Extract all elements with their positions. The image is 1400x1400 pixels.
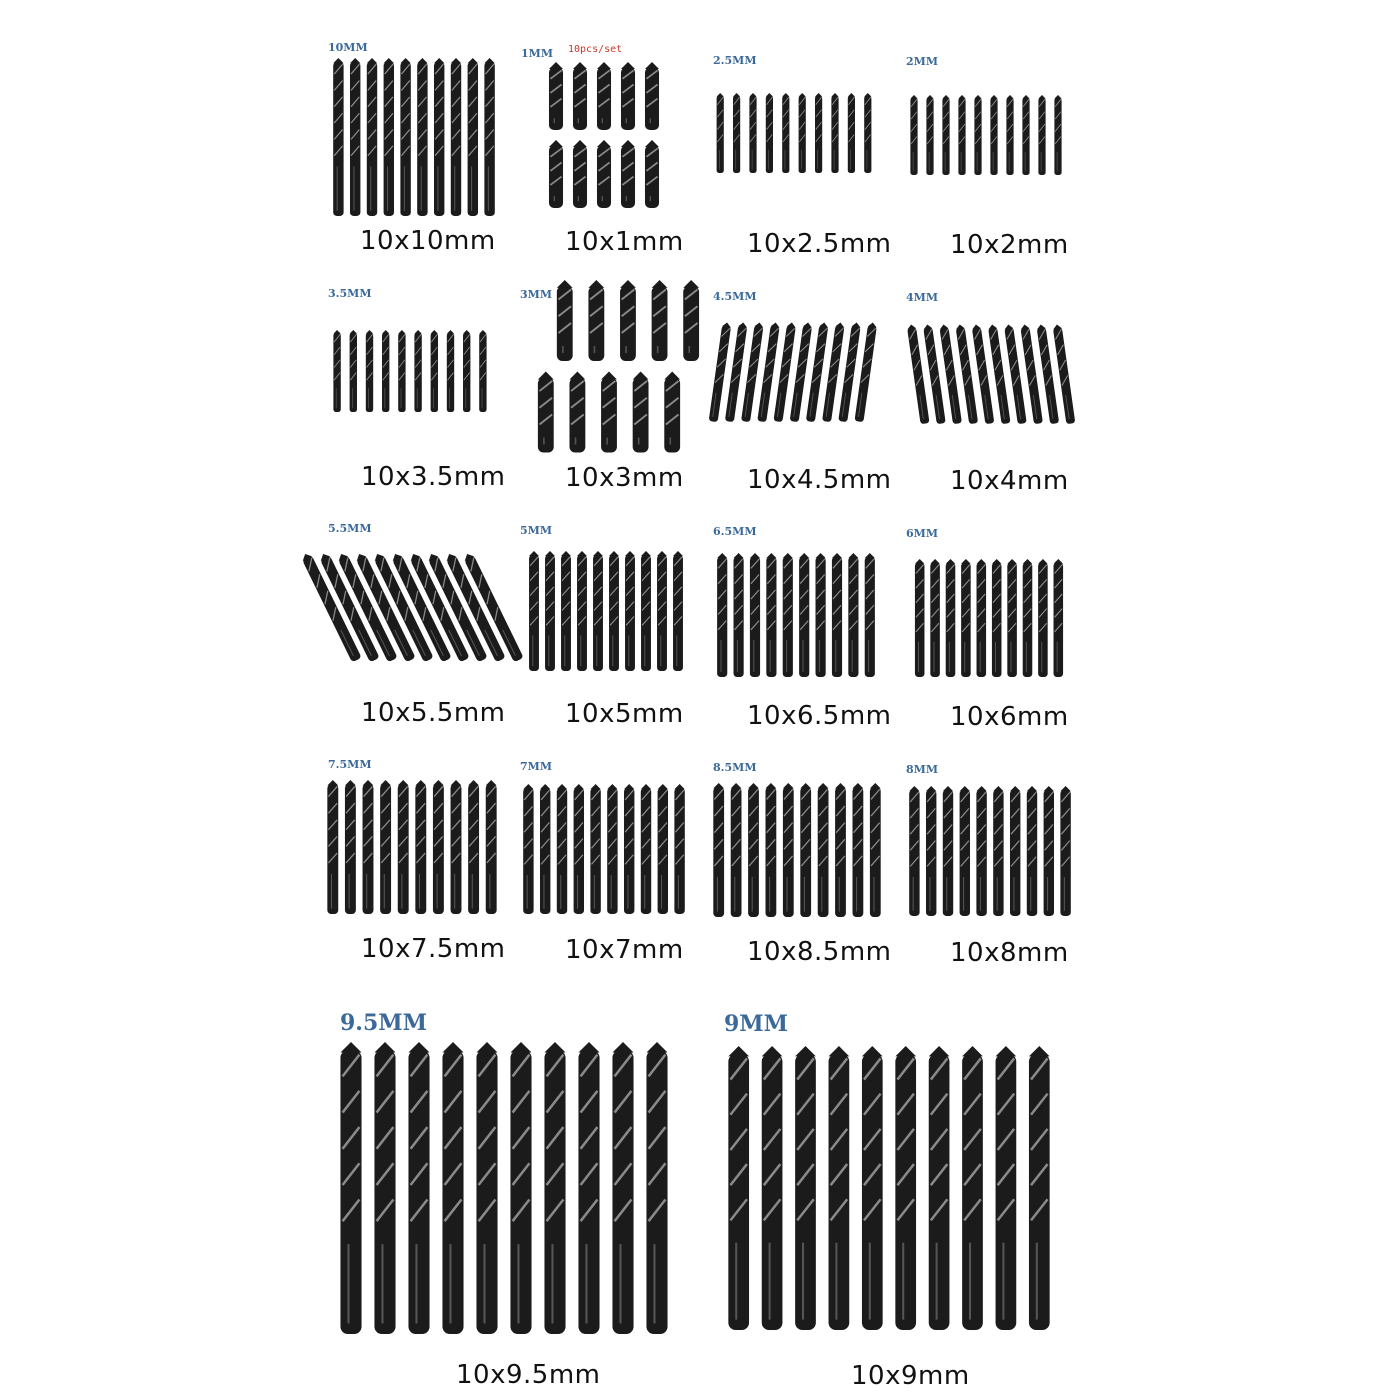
- drill-bit: [974, 95, 981, 175]
- drill-bit: [468, 780, 479, 914]
- drill-bit: [380, 780, 391, 914]
- size-tag: 8MM: [906, 763, 939, 776]
- drill-bit: [540, 784, 550, 914]
- drill-bit: [486, 780, 497, 914]
- drill-bit: [607, 784, 617, 914]
- drill-bit: [929, 1046, 950, 1330]
- drill-bit: [645, 140, 659, 208]
- drill-bit: [960, 786, 970, 916]
- drill-bit: [832, 553, 842, 677]
- drill-bit: [549, 140, 563, 208]
- drill-bit: [865, 553, 875, 677]
- drill-bit: [799, 553, 809, 677]
- drill-bit: [990, 95, 997, 175]
- size-tag: 3.5MM: [328, 287, 372, 300]
- panel-caption: 10x6.5mm: [747, 701, 892, 731]
- drill-bit: [930, 559, 940, 677]
- set-quantity-note: 10pcs/set: [568, 44, 623, 55]
- drill-bit: [870, 783, 881, 917]
- drill-bit: [523, 784, 533, 914]
- drill-bit: [479, 330, 486, 412]
- drill-bit: [414, 330, 421, 412]
- panel-caption: 10x10mm: [360, 226, 496, 256]
- drill-bit: [327, 780, 338, 914]
- drill-bit: [620, 280, 636, 361]
- drill-bits-image: [910, 324, 1072, 424]
- drill-bit: [816, 553, 826, 677]
- panel-caption: 10x8.5mm: [747, 937, 892, 967]
- drill-bits-image: [712, 322, 874, 422]
- drill-bit: [1007, 559, 1017, 677]
- drill-bit: [1022, 95, 1029, 175]
- drill-bit: [415, 780, 426, 914]
- drill-bit: [976, 786, 986, 916]
- size-tag: 6.5MM: [713, 525, 757, 538]
- drill-bit: [408, 1042, 429, 1334]
- drill-bits-image: [324, 780, 500, 914]
- size-tag: 9MM: [724, 1011, 789, 1037]
- drill-bit: [962, 1046, 983, 1330]
- drill-bit: [510, 1042, 531, 1334]
- drill-bit: [835, 783, 846, 917]
- drill-bit: [463, 330, 470, 412]
- drill-bit: [621, 62, 635, 130]
- drill-bit: [943, 786, 953, 916]
- drill-bits-image: [520, 784, 688, 914]
- drill-bit: [818, 783, 829, 917]
- size-tag: 1MM: [521, 47, 554, 60]
- drill-bit: [1038, 95, 1045, 175]
- drill-bit: [766, 783, 777, 917]
- drill-bit: [476, 1042, 497, 1334]
- drill-bit: [646, 1042, 667, 1334]
- drill-bit: [674, 784, 684, 914]
- drill-bit: [345, 780, 356, 914]
- drill-bit: [992, 559, 1002, 677]
- drill-bit: [621, 140, 635, 208]
- drill-bit: [909, 786, 919, 916]
- drill-bit: [783, 783, 794, 917]
- drill-bits-image: [722, 1046, 1056, 1330]
- drill-bit: [433, 780, 444, 914]
- drill-bit: [915, 559, 925, 677]
- size-tag: 7.5MM: [328, 758, 372, 771]
- drill-bits-image: [906, 786, 1074, 916]
- drill-bit: [829, 1046, 850, 1330]
- drill-bit: [374, 1042, 395, 1334]
- drill-bit: [398, 330, 405, 412]
- drill-bit: [657, 551, 667, 671]
- drill-bits-image: [906, 95, 1066, 175]
- drill-bit: [366, 330, 373, 412]
- drill-bit: [733, 93, 740, 173]
- drill-bit: [1054, 559, 1064, 677]
- drill-bit: [609, 551, 619, 671]
- drill-bit: [1010, 786, 1020, 916]
- drill-bit: [593, 551, 603, 671]
- drill-bit: [658, 784, 668, 914]
- drill-bits-image: [329, 330, 491, 412]
- drill-bit: [795, 1046, 816, 1330]
- drill-bit: [597, 62, 611, 130]
- drill-bit: [766, 93, 773, 173]
- drill-bits-image: [334, 1042, 674, 1334]
- drill-bit: [926, 95, 933, 175]
- drill-bit: [597, 140, 611, 208]
- drill-bit: [549, 62, 563, 130]
- panel-caption: 10x5mm: [565, 699, 684, 729]
- drill-bit: [633, 372, 649, 453]
- drill-bits-image: [330, 58, 498, 216]
- panel-caption: 10x7.5mm: [361, 934, 506, 964]
- drill-bit: [431, 330, 438, 412]
- drill-bit: [588, 280, 604, 361]
- drill-bit: [766, 553, 776, 677]
- drill-bit: [451, 58, 461, 216]
- drill-bit: [717, 553, 727, 677]
- panel-caption: 10x9.5mm: [456, 1360, 601, 1390]
- drill-bit: [1060, 786, 1070, 916]
- panel-caption: 10x5.5mm: [361, 698, 506, 728]
- drill-bit: [578, 1042, 599, 1334]
- drill-bit: [417, 58, 427, 216]
- drill-bit: [996, 1046, 1017, 1330]
- drill-bit: [451, 780, 462, 914]
- drill-bit: [1029, 1046, 1050, 1330]
- drill-bit: [624, 784, 634, 914]
- size-tag: 7MM: [520, 760, 553, 773]
- panel-caption: 10x3mm: [565, 463, 684, 493]
- size-tag: 2MM: [906, 55, 939, 68]
- panel-caption: 10x1mm: [565, 227, 684, 257]
- drill-bit: [350, 330, 357, 412]
- drill-bit: [350, 58, 360, 216]
- drill-bit: [601, 372, 617, 453]
- panel-caption: 10x2.5mm: [747, 229, 892, 259]
- drill-bit: [367, 58, 377, 216]
- drill-bit: [384, 58, 394, 216]
- drill-bit: [717, 93, 724, 173]
- drill-bit: [977, 559, 987, 677]
- drill-bit: [749, 93, 756, 173]
- panel-caption: 10x3.5mm: [361, 462, 506, 492]
- drill-bits-image: [912, 559, 1066, 677]
- drill-bit: [750, 553, 760, 677]
- drill-bit: [641, 784, 651, 914]
- panel-caption: 10x2mm: [950, 230, 1069, 260]
- drill-bit: [468, 58, 478, 216]
- drill-bit: [569, 372, 585, 453]
- drill-bit: [398, 780, 409, 914]
- drill-bit: [1006, 95, 1013, 175]
- drill-bit: [641, 551, 651, 671]
- drill-bit: [762, 1046, 783, 1330]
- drill-bit: [545, 551, 555, 671]
- drill-bit: [573, 62, 587, 130]
- drill-bit: [942, 95, 949, 175]
- drill-bit: [993, 786, 1003, 916]
- drill-bit: [382, 330, 389, 412]
- drill-bits-image: [544, 62, 664, 218]
- drill-bits-image: [530, 280, 688, 456]
- drill-bits-image: [710, 783, 884, 917]
- drill-bit: [926, 786, 936, 916]
- drill-bits-image: [714, 553, 878, 677]
- size-tag: 5MM: [520, 524, 553, 537]
- drill-bit: [484, 58, 494, 216]
- panel-caption: 10x4.5mm: [747, 465, 892, 495]
- drill-bit: [815, 93, 822, 173]
- size-tag: 2.5MM: [713, 54, 757, 67]
- drill-bit: [1044, 786, 1054, 916]
- drill-bit: [713, 783, 724, 917]
- drill-bit: [1054, 95, 1061, 175]
- drill-bit: [782, 93, 789, 173]
- panel-caption: 10x7mm: [565, 935, 684, 965]
- drill-bit: [652, 280, 668, 361]
- drill-bits-image: [712, 93, 876, 173]
- drill-bit: [748, 783, 759, 917]
- drill-bit: [434, 58, 444, 216]
- drill-bit: [1038, 559, 1048, 677]
- drill-bits-image: [526, 551, 686, 671]
- drill-bit: [625, 551, 635, 671]
- size-tag: 9.5MM: [340, 1010, 427, 1036]
- size-tag: 8.5MM: [713, 761, 757, 774]
- drill-bit: [728, 1046, 749, 1330]
- size-tag: 4.5MM: [713, 290, 757, 303]
- drill-bit: [910, 95, 917, 175]
- drill-bit: [557, 280, 573, 361]
- drill-bit: [333, 58, 343, 216]
- drill-bit: [340, 1042, 361, 1334]
- drill-bit: [673, 551, 683, 671]
- size-tag: 10MM: [328, 41, 368, 54]
- drill-bit: [590, 784, 600, 914]
- drill-bit: [333, 330, 340, 412]
- drill-bit: [864, 93, 871, 173]
- drill-bit: [848, 93, 855, 173]
- panel-caption: 10x6mm: [950, 702, 1069, 732]
- drill-bit: [612, 1042, 633, 1334]
- size-tag: 3MM: [520, 288, 553, 301]
- drill-bit: [799, 93, 806, 173]
- panel-caption: 10x4mm: [950, 466, 1069, 496]
- drill-bit: [783, 553, 793, 677]
- drill-bit: [848, 553, 858, 677]
- drill-bit: [557, 784, 567, 914]
- drill-bit: [1027, 786, 1037, 916]
- drill-bit: [946, 559, 956, 677]
- drill-bit: [544, 1042, 565, 1334]
- drill-bit: [664, 372, 680, 453]
- drill-bit: [895, 1046, 916, 1330]
- drill-bit: [400, 58, 410, 216]
- drill-bit: [574, 784, 584, 914]
- drill-bit: [561, 551, 571, 671]
- size-tag: 4MM: [906, 291, 939, 304]
- drill-bit: [862, 1046, 883, 1330]
- drill-bit: [958, 95, 965, 175]
- size-tag: 6MM: [906, 527, 939, 540]
- drill-bit: [853, 783, 864, 917]
- drill-bit: [683, 280, 699, 361]
- size-tag: 5.5MM: [328, 522, 372, 535]
- drill-bit: [573, 140, 587, 208]
- panel-caption: 10x8mm: [950, 938, 1069, 968]
- drill-bit: [538, 372, 554, 453]
- drill-bit: [447, 330, 454, 412]
- drill-bit: [645, 62, 659, 130]
- drill-bit: [734, 553, 744, 677]
- drill-bit: [442, 1042, 463, 1334]
- drill-bit: [529, 551, 539, 671]
- drill-bit: [961, 559, 971, 677]
- drill-bit: [831, 93, 838, 173]
- drill-bit: [577, 551, 587, 671]
- panel-caption: 10x9mm: [851, 1361, 970, 1391]
- drill-bits-image: [322, 548, 502, 666]
- drill-bit: [1023, 559, 1033, 677]
- drill-bit: [800, 783, 811, 917]
- drill-bit: [363, 780, 374, 914]
- drill-bit: [731, 783, 742, 917]
